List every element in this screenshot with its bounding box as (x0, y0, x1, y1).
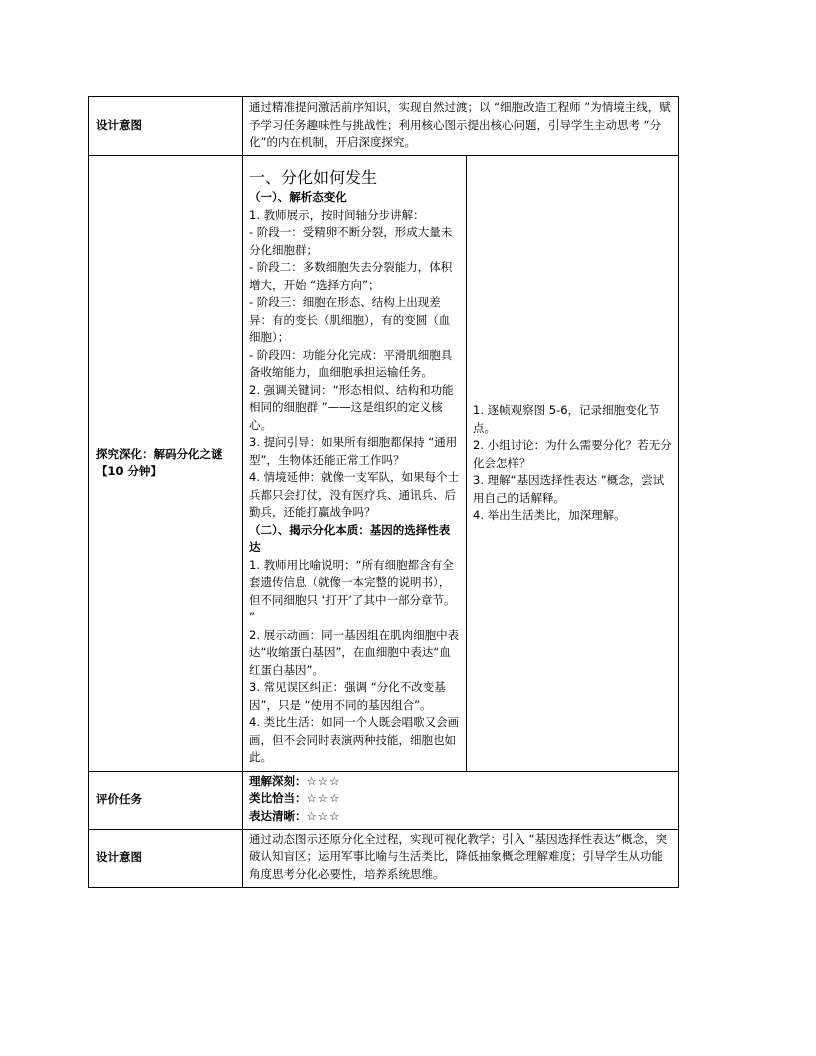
teacher-step-4: 4. 情境延伸：就像一支军队，如果每个士兵都只会打仗，没有医疗兵、通讯兵、后勤兵，还能打赢战争吗？ (249, 470, 460, 519)
criterion-item (249, 790, 672, 808)
design-intent-label: 设计意图 (89, 97, 243, 156)
star-rating: ☆☆☆ (306, 773, 341, 788)
evaluation-label: 评价任务 (89, 771, 243, 829)
student-activity-cell (467, 156, 679, 772)
design-intent-row-2 (89, 829, 679, 887)
star-rating: ☆☆☆ (306, 791, 341, 805)
student-step-4: 4. 举出生活类比，加深理解。 (473, 508, 626, 522)
teacher-step-8: 4. 类比生活：如同一个人既会唱歌又会画画，但不会同时表演两种技能，细胞也如此。 (249, 715, 460, 764)
stage-3-text: - 阶段三：细胞在形态、结构上出现差异：有的变长（肌细胞），有的变圆（血细胞）； (249, 295, 451, 344)
subsection-title-1: （一）、解析态变化 (249, 190, 347, 204)
explore-label: 探究深化：解码分化之谜【10 分钟】 (89, 156, 243, 772)
criterion-item (249, 773, 672, 791)
design-intent-label: 设计意图 (89, 829, 243, 887)
stage-4-text: - 阶段四：功能分化完成：平滑肌细胞具备收缩能力，血细胞承担运输任务。 (249, 347, 453, 379)
explore-row (89, 156, 679, 772)
criterion-name: 表达清晰： (249, 808, 307, 823)
teacher-step-2: 2. 强调关键词：“形态相似、结构和功能相同的细胞群 ”——这是组织的定义核心。 (249, 382, 454, 432)
design-intent-row-1 (89, 97, 679, 156)
design-intent-text: 通过精准提问激活前序知识，实现自然过渡；以 “细胞改造工程师 ”为情境主线，赋予学习任务趣味性与挑战性；利用核心图示提出核心问题，引导学生主动思考 “分化”的内在机制，开启深度探究。 (243, 97, 679, 156)
teacher-step-7: 3. 常见误区纠正：强调 “分化不改变基因”，只是 “使用不同的基因组合”。 (249, 680, 446, 712)
student-step-1: 1. 逐帧观察图 5-6，记录细胞变化节点。 (473, 403, 660, 435)
teacher-activity-cell (243, 156, 467, 772)
star-rating: ☆☆☆ (306, 808, 341, 823)
subsection-title-2: （二）、揭示分化本质：基因的选择性表达 (249, 522, 451, 554)
section-heading: 一、分化如何发生 (249, 168, 378, 187)
teacher-step-3: 3. 提问引导：如果所有细胞都保持 “通用型”，生物体还能正常工作吗？ (249, 435, 458, 467)
lesson-plan-table (88, 96, 679, 888)
criterion-item (249, 808, 672, 826)
student-step-3: 3. 理解“基因选择性表达 ”概念，尝试用自己的话解释。 (473, 473, 665, 505)
stage-2-text: - 阶段二：多数细胞失去分裂能力，体积增大，开始 “选择方向”； (249, 260, 453, 292)
evaluation-criteria (243, 771, 679, 829)
design-intent-text: 通过动态图示还原分化全过程，实现可视化教学；引入 “基因选择性表达”概念，突破认知盲区；运用军事比喻与生活类比，降低抽象概念理解难度；引导学生从功能角度思考分化必要性，培养系统思维。 (243, 829, 679, 887)
criterion-name: 理解深刻： (249, 773, 307, 788)
teacher-step-6: 2. 展示动画：同一基因组在肌肉细胞中表达“收缩蛋白基因”，在血细胞中表达“血红蛋白基因”。 (249, 627, 460, 677)
stage-1-text: - 阶段一：受精卵不断分裂，形成大量未分化细胞群； (249, 225, 453, 257)
teacher-step-5: 1. 教师用比喻说明：“所有细胞都含有全套遗传信息（就像一本完整的说明书），但不同细胞只 ‘打开’了其中一部分章节。 ” (249, 557, 456, 624)
teacher-step-1: 1. 教师展示，按时间轴分步讲解： (249, 207, 425, 222)
evaluation-row (89, 771, 679, 829)
student-step-2: 2. 小组讨论：为什么需要分化？若无分化会怎样？ (473, 438, 672, 470)
criterion-name: 类比恰当： (249, 791, 307, 805)
